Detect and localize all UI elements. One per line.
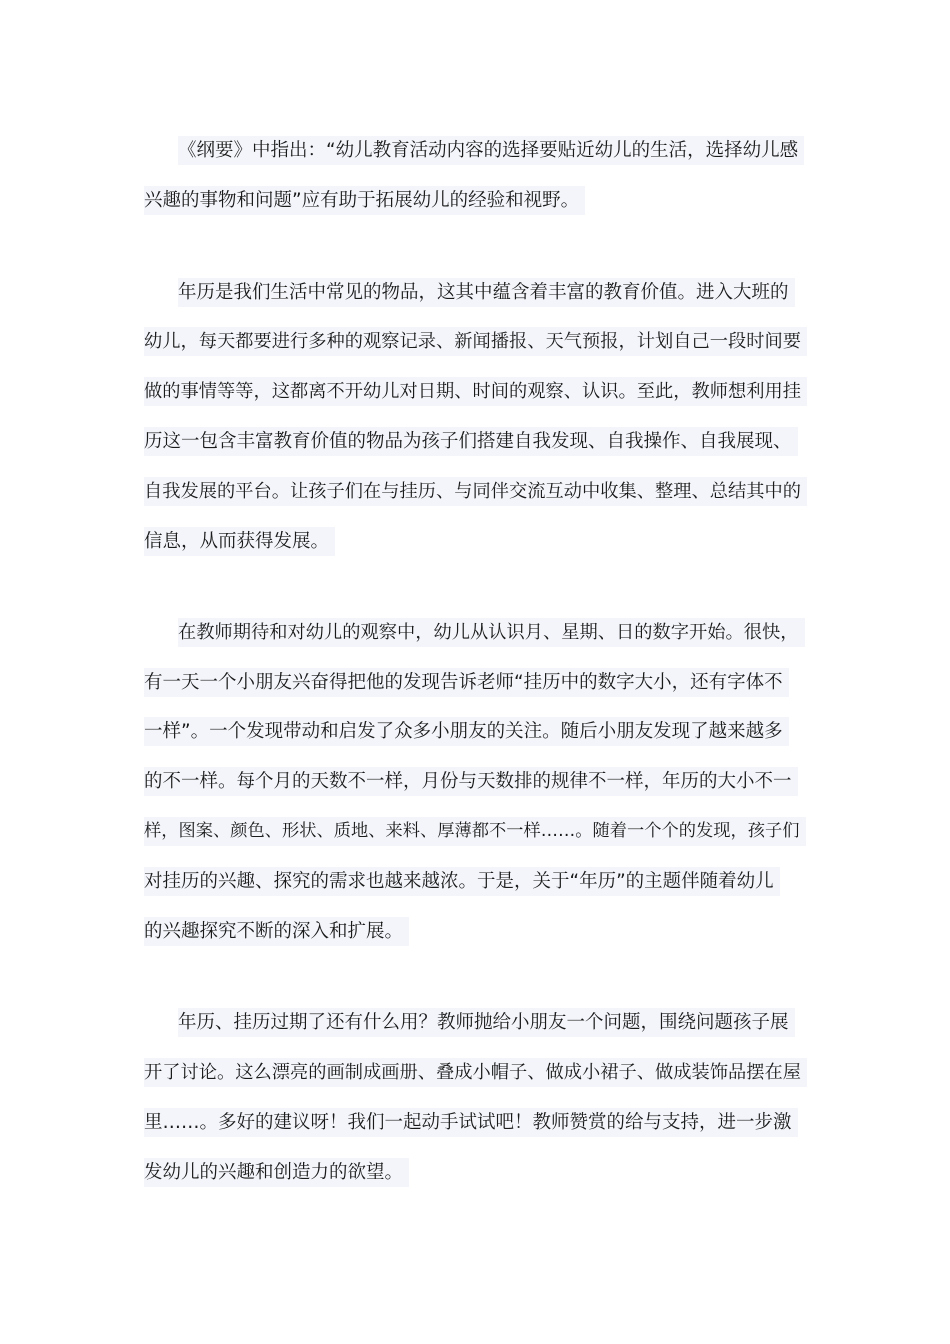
paragraph-2-line-3: 做的事情等等，这都离不开幼儿对日期、时间的观察、认识。至此，教师想利用挂	[144, 377, 807, 406]
paragraph-3-line-6: 对挂历的兴趣、探究的需求也越来越浓。于是，关于“年历”的主题伴随着幼儿	[144, 867, 780, 896]
paragraph-2-line-2: 幼儿，每天都要进行多种的观察记录、新闻播报、天气预报，计划自己一段时间要	[144, 327, 807, 356]
paragraph-3-line-4: 的不一样。每个月的天数不一样，月份与天数排的规律不一样，年历的大小不一	[144, 767, 798, 796]
paragraph-3-line-5: 样，图案、颜色、形状、质地、来料、厚薄都不一样……。随着一个个的发现，孩子们	[144, 817, 806, 846]
paragraph-1-line-2: 兴趣的事物和问题”应有助于拓展幼儿的经验和视野。	[144, 186, 585, 215]
paragraph-3-line-2: 有一天一个小朋友兴奋得把他的发现告诉老师“挂历中的数字大小，还有字体不	[144, 668, 789, 697]
paragraph-4-line-3: 里……。多好的建议呀！我们一起动手试试吧！教师赞赏的给与支持，进一步激	[144, 1108, 798, 1137]
paragraph-4-line-1: 年历、挂历过期了还有什么用？教师抛给小朋友一个问题，围绕问题孩子展	[178, 1008, 795, 1037]
paragraph-4-line-2: 开了讨论。这么漂亮的画制成画册、叠成小帽子、做成小裙子、做成装饰品摆在屋	[144, 1058, 807, 1087]
paragraph-3-line-3: 一样”。一个发现带动和启发了众多小朋友的关注。随后小朋友发现了越来越多	[144, 717, 789, 746]
paragraph-2-line-6: 信息，从而获得发展。	[144, 527, 335, 556]
paragraph-2-line-4: 历这一包含丰富教育价值的物品为孩子们搭建自我发现、自我操作、自我展现、	[144, 427, 798, 456]
paragraph-4-line-4: 发幼儿的兴趣和创造力的欲望。	[144, 1158, 409, 1187]
paragraph-3-line-1: 在教师期待和对幼儿的观察中，幼儿从认识月、星期、日的数字开始。很快，	[178, 618, 805, 647]
paragraph-3-line-7: 的兴趣探究不断的深入和扩展。	[144, 917, 409, 946]
paragraph-2-line-5: 自我发展的平台。让孩子们在与挂历、与同伴交流互动中收集、整理、总结其中的	[144, 477, 807, 506]
paragraph-1-line-1: 《纲要》中指出：“幼儿教育活动内容的选择要贴近幼儿的生活，选择幼儿感	[178, 136, 804, 165]
paragraph-2-line-1: 年历是我们生活中常见的物品，这其中蕴含着丰富的教育价值。进入大班的	[178, 278, 795, 307]
